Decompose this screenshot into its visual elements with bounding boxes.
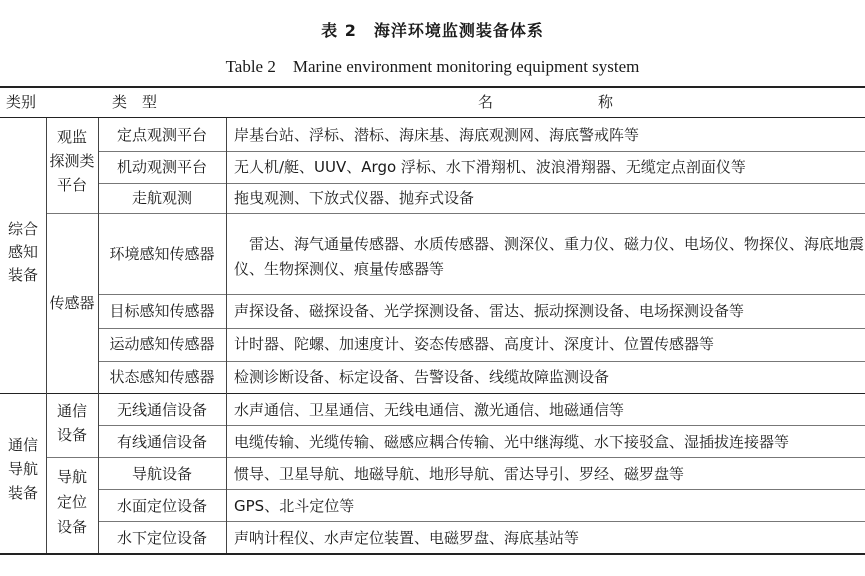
row-divider bbox=[98, 328, 865, 329]
row-type: 运动感知传感器 bbox=[109, 335, 215, 353]
row-name: 声探设备、磁探设备、光学探测设备、雷达、振动探测设备、电场探测设备等 bbox=[234, 302, 745, 320]
header-category: 类别 bbox=[6, 93, 37, 111]
row-type: 无线通信设备 bbox=[116, 401, 207, 419]
row-name: 声呐计程仪、水声定位装置、电磁罗盘、海底基站等 bbox=[234, 529, 580, 547]
row-type: 水下定位设备 bbox=[116, 529, 207, 547]
row-divider bbox=[46, 213, 865, 214]
row-divider bbox=[98, 425, 865, 426]
row-type: 有线通信设备 bbox=[116, 433, 207, 451]
group-rule bbox=[0, 393, 865, 394]
row-name: 无人机/艇、UUV、Argo 浮标、水下滑翔机、波浪滑翔器、无缆定点剖面仪等 bbox=[234, 158, 746, 176]
row-divider bbox=[46, 457, 865, 458]
row-name: GPS、北斗定位等 bbox=[234, 497, 355, 515]
table-caption-english: Table 2 Marine environment monitoring equipment system bbox=[225, 57, 640, 76]
row-name: 雷达、海气通量传感器、水质传感器、测深仪、重力仪、磁力仪、电场仪、物探仪、海底地震仪、生物探测仪、痕量传感器等 bbox=[234, 235, 865, 278]
group-communication-navigation: 通信 导航 装备 bbox=[7, 436, 38, 502]
row-name: 计时器、陀螺、加速度计、姿态传感器、高度计、深度计、位置传感器等 bbox=[234, 335, 715, 353]
row-name: 拖曳观测、下放式仪器、抛弃式设备 bbox=[234, 189, 475, 207]
subgroup-communication-device: 通信 设备 bbox=[56, 402, 87, 444]
header-type: 类 型 bbox=[112, 93, 158, 111]
row-type: 状态感知传感器 bbox=[109, 368, 215, 386]
row-type: 定点观测平台 bbox=[116, 126, 207, 144]
row-type: 水面定位设备 bbox=[116, 497, 207, 515]
column-divider bbox=[226, 118, 227, 553]
row-type: 目标感知传感器 bbox=[109, 302, 215, 320]
row-type: 机动观测平台 bbox=[116, 158, 207, 176]
row-divider bbox=[98, 489, 865, 490]
row-type: 走航观测 bbox=[131, 189, 192, 207]
table-caption-chinese: 表 2 海洋环境监测装备体系 bbox=[321, 21, 544, 40]
row-divider bbox=[98, 183, 865, 184]
row-type: 导航设备 bbox=[131, 465, 192, 483]
header-rule bbox=[0, 117, 865, 118]
top-rule bbox=[0, 86, 865, 88]
row-divider bbox=[98, 361, 865, 362]
group-comprehensive-sensing: 综合 感知 装备 bbox=[7, 220, 38, 284]
subgroup-observation-platform: 观监 探测类 平台 bbox=[49, 128, 95, 194]
subgroup-sensor: 传感器 bbox=[49, 294, 95, 312]
row-divider bbox=[98, 151, 865, 152]
row-divider bbox=[98, 521, 865, 522]
row-name: 检测诊断设备、标定设备、告警设备、线缆故障监测设备 bbox=[234, 368, 610, 386]
row-name: 电缆传输、光缆传输、磁感应耦合传输、光中继海缆、水下接驳盒、湿插拔连接器等 bbox=[234, 433, 790, 451]
row-name: 惯导、卫星导航、地磁导航、地形导航、雷达导引、罗经、磁罗盘等 bbox=[234, 465, 685, 483]
row-divider bbox=[98, 294, 865, 295]
row-name: 岸基台站、浮标、潜标、海床基、海底观测网、海底警戒阵等 bbox=[234, 126, 640, 144]
subgroup-navigation-positioning: 导航 定位 设备 bbox=[56, 468, 87, 536]
row-type: 环境感知传感器 bbox=[109, 245, 215, 263]
bottom-rule bbox=[0, 553, 865, 555]
row-name: 水声通信、卫星通信、无线电通信、激光通信、地磁通信等 bbox=[234, 401, 625, 419]
header-name: 名 称 bbox=[477, 93, 613, 111]
